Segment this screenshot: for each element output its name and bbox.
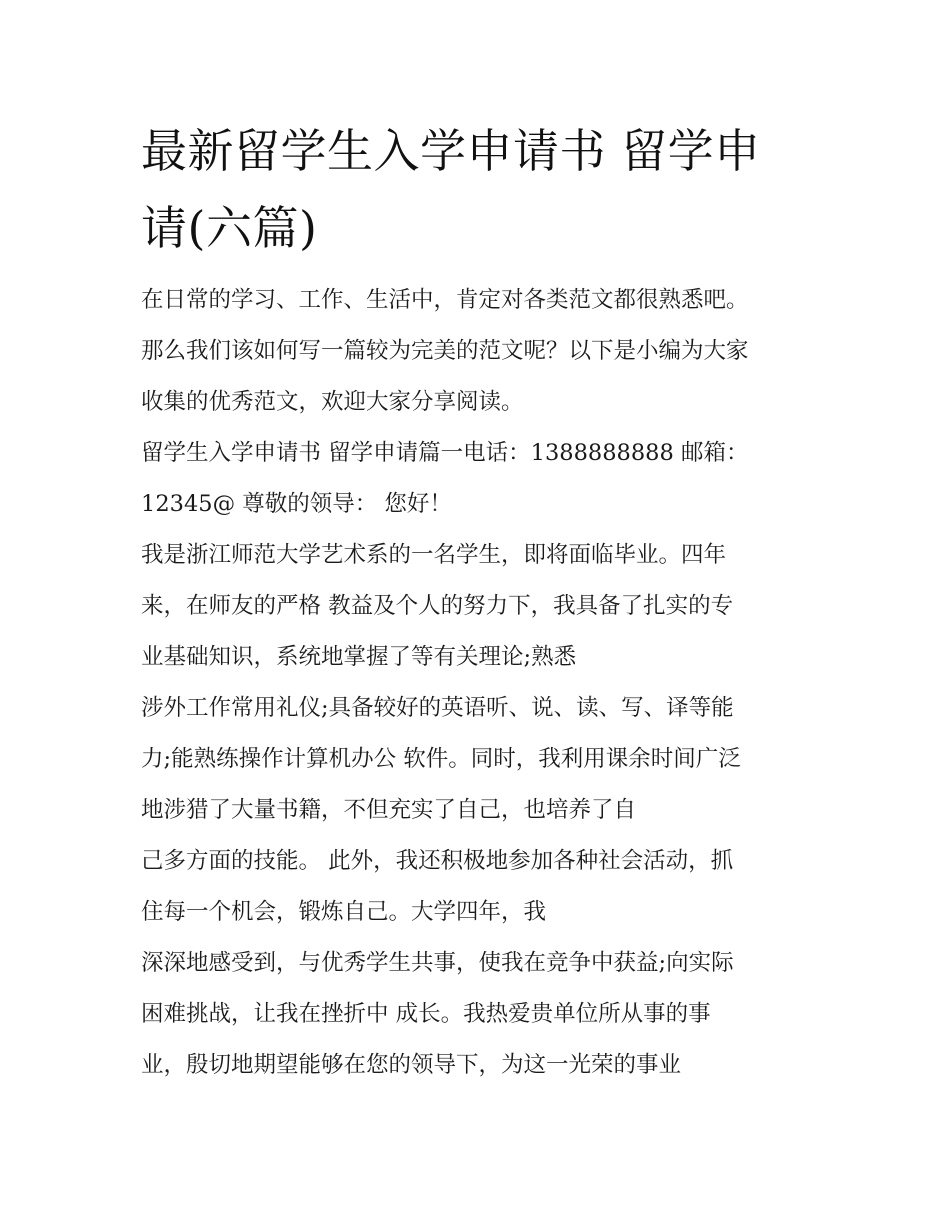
body-line: 困难挑战，让我在挫折中 成长。我热爱贵单位所从事的事	[141, 1001, 711, 1027]
body-line: 己多方面的技能。 此外，我还积极地参加各种社会活动，抓	[141, 848, 734, 874]
title-line: 请(六篇)	[141, 201, 318, 255]
body-line: 那么我们该如何写一篇较为完美的范文呢？以下是小编为大家	[141, 338, 749, 364]
body-line: 在日常的学习、工作、生活中，肯定对各类范文都很熟悉吧。	[141, 287, 749, 313]
body-line: 收集的优秀范文，欢迎大家分享阅读。	[141, 389, 524, 415]
body-line: 来，在师友的严格 教益及个人的努力下，我具备了扎实的专	[141, 593, 734, 619]
body-line: 我是浙江师范大学艺术系的一名学生，即将面临毕业。四年	[141, 542, 727, 568]
body-line: 留学生入学申请书 留学申请篇一电话：1388888888 邮箱：	[141, 440, 749, 466]
body-line: 业，殷切地期望能够在您的领导下，为这一光荣的事业	[141, 1052, 682, 1078]
body-line: 力;能熟练操作计算机办公 软件。同时，我利用课余时间广泛	[141, 746, 741, 772]
title-line: 最新留学生入学申请书 留学申	[141, 124, 761, 178]
body-line: 地涉猎了大量书籍，不但充实了自己，也培养了自	[141, 797, 637, 823]
document-title	[141, 113, 821, 267]
body-line: 深深地感受到，与优秀学生共事，使我在竞争中获益;向实际	[141, 950, 734, 976]
body-line: 涉外工作常用礼仪;具备较好的英语听、说、读、写、译等能	[141, 695, 734, 721]
body-line: 住每一个机会，锻炼自己。大学四年，我	[141, 899, 547, 925]
body-line: 12345@ 尊敬的领导： 您好！	[141, 491, 452, 517]
body-line: 业基础知识，系统地掌握了等有关理论;熟悉	[141, 644, 577, 670]
document-body	[141, 278, 831, 1094]
